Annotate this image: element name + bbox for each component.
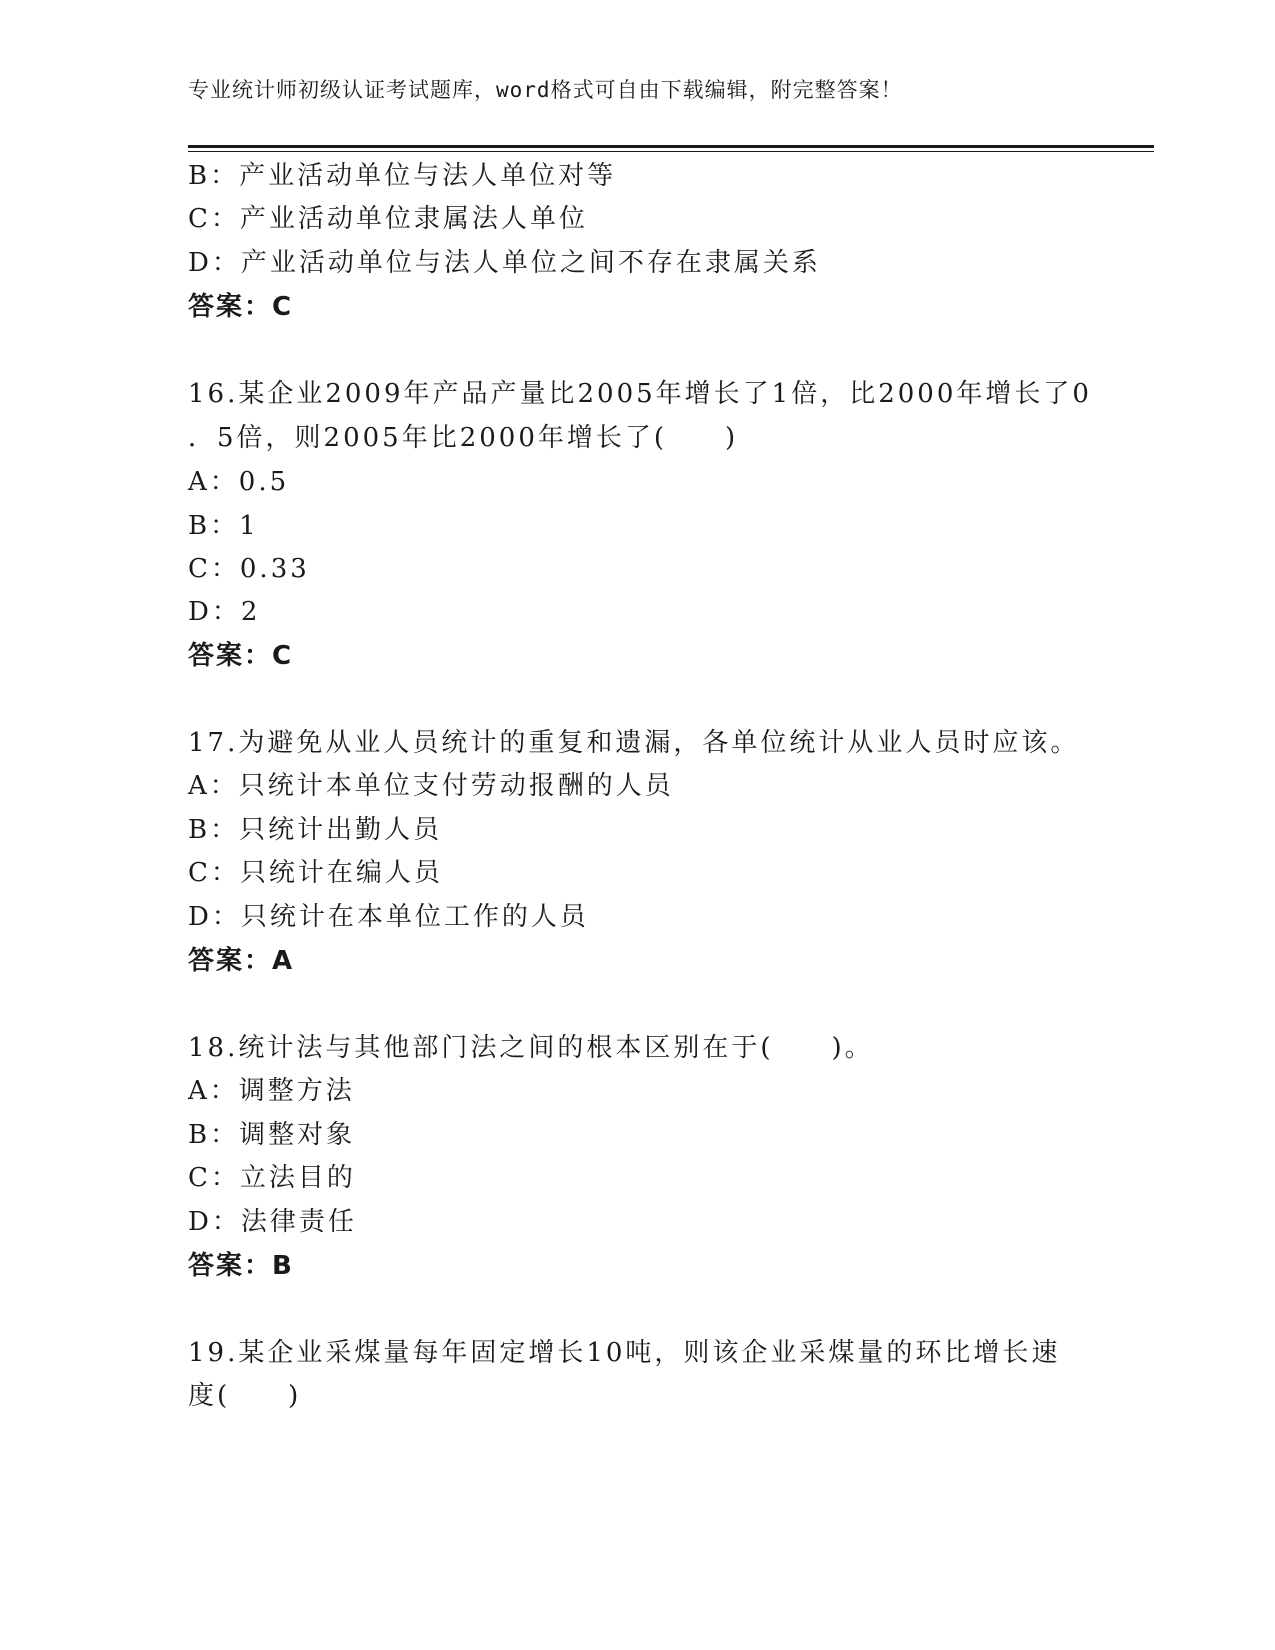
- q19-stem-line2: 度( ): [188, 1381, 302, 1411]
- q16-option-b: B：1: [188, 511, 259, 541]
- q17-answer: 答案：A: [188, 946, 295, 976]
- q17-option-d: D：只统计在本单位工作的人员: [188, 902, 589, 932]
- q16-option-c: C：0.33: [188, 554, 310, 584]
- q16-option-d: D：2: [188, 597, 261, 627]
- q16-stem-line1: 16.某企业2009年产品产量比2005年增长了1倍，比2000年增长了0: [188, 379, 1092, 409]
- page-header: 专业统计师初级认证考试题库，word格式可自由下载编辑，附完整答案！: [188, 78, 903, 102]
- q17-option-b: B：只统计出勤人员: [188, 815, 443, 845]
- q18-option-d: D：法律责任: [188, 1207, 357, 1237]
- q15-option-c: C：产业活动单位隶属法人单位: [188, 204, 588, 234]
- q16-answer: 答案：C: [188, 641, 294, 671]
- q17-option-a: A：只统计本单位支付劳动报酬的人员: [188, 771, 674, 801]
- q19-stem-line1: 19.某企业采煤量每年固定增长10吨，则该企业采煤量的环比增长速: [188, 1338, 1061, 1368]
- q18-option-a: A：调整方法: [188, 1076, 355, 1106]
- q18-option-c: C：立法目的: [188, 1163, 356, 1193]
- header-divider-thin: [188, 151, 1154, 152]
- q15-option-d: D：产业活动单位与法人单位之间不存在隶属关系: [188, 248, 821, 278]
- q15-option-b: B：产业活动单位与法人单位对等: [188, 161, 617, 191]
- q18-option-b: B：调整对象: [188, 1120, 356, 1150]
- q18-stem: 18.统计法与其他部门法之间的根本区别在于( )。: [188, 1033, 874, 1063]
- q16-option-a: A：0.5: [188, 467, 290, 497]
- q17-stem: 17.为避免从业人员统计的重复和遗漏，各单位统计从业人员时应该。: [188, 728, 1080, 758]
- header-divider-thick: [188, 145, 1154, 148]
- q17-option-c: C：只统计在编人员: [188, 858, 443, 888]
- q18-answer: 答案：B: [188, 1251, 294, 1281]
- q15-answer: 答案：C: [188, 292, 294, 322]
- q16-stem-line2: ．5倍，则2005年比2000年增长了( ): [188, 423, 739, 453]
